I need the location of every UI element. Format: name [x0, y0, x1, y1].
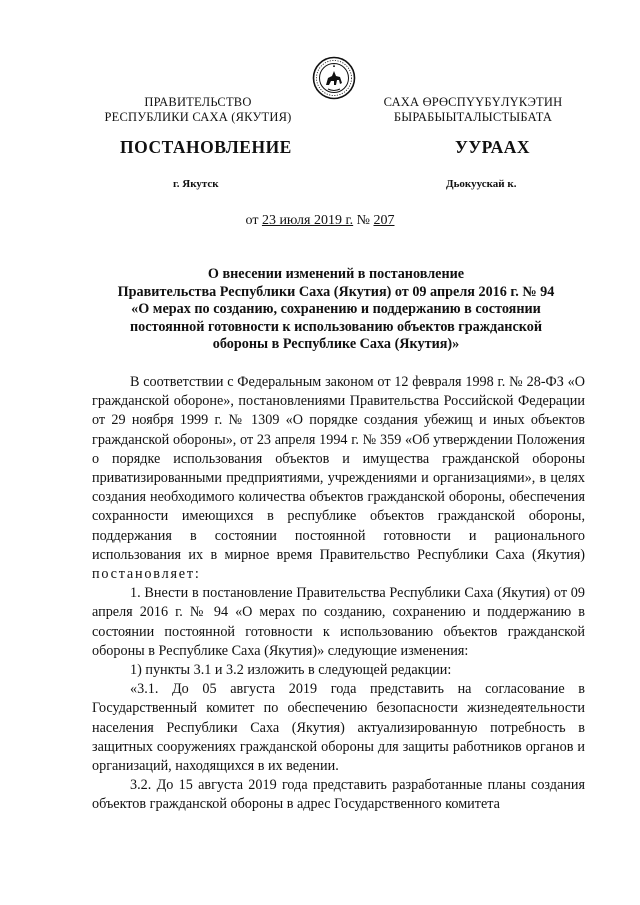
- subitem-1-paragraph: 1) пункты 3.1 и 3.2 изложить в следующей редакции:: [130, 662, 452, 679]
- document-date: 23 июля 2019 г.: [261, 213, 354, 228]
- government-name-ru: [92, 95, 304, 125]
- decree-word: постановляет:: [92, 566, 201, 583]
- title-line-2: Правительства Республики Саха (Якутия) от 09 апреля 2016 г. № 94: [117, 283, 555, 300]
- preamble-text: В соответствии с Федеральным законом от 12 февраля 1998 г. № 28-ФЗ «О гражданской обороне», постановлениями Правительства Российской Федерации от 29 ноября 1999 г. № 1309 «О порядке создания убежищ и иных объектов гражданской обороны», от 23 апреля 1994 г. № 359 «Об утверждении Положения о порядке использования объектов и имущества гражданской обороны приватизированными предприятиями, учреждениями и организациями», в целях создания необходимого количества объектов гражданской обороны, обеспечения сохранности имеющихся в республике объектов гражданской обороны, поддержания в состоянии постоянной готовности и рационального использования их в мирное время Правительство Республики Саха (Якутия): [92, 374, 585, 563]
- government-name-sakha: [360, 95, 586, 125]
- paragraph-3-1: «3.1. До 05 августа 2019 года представить на согласование в Государственный комитет по обеспечению безопасности жизнедеятельности населения Республики Саха (Якутия) актуализированную потребность в защитных сооружениях гражданской обороны для защиты работников органов и организаций, находящихся в их ведении.: [92, 681, 585, 775]
- title-line-4: постоянной готовности к использованию объектов гражданской: [129, 318, 543, 335]
- title-line-5: обороны в Республике Саха (Якутия)»: [212, 336, 460, 352]
- doc-type-sakha: УУРААХ: [455, 137, 531, 157]
- coat-of-arms-icon: [312, 56, 356, 100]
- city-ru: г. Якутск: [173, 178, 219, 190]
- document-body: [92, 373, 585, 815]
- title-line-3: «О мерах по созданию, сохранению и поддержанию в состоянии: [131, 301, 541, 317]
- date-line: [0, 213, 640, 229]
- government-name-ru-line1: ПРАВИТЕЛЬСТВО: [144, 95, 252, 109]
- government-name-sakha-line1: САХА ӨРӨСПҮҮБҮЛҮКЭТИН: [383, 95, 563, 109]
- document-title: [92, 266, 580, 354]
- date-prefix: от: [245, 213, 262, 228]
- title-line-1: О внесении изменений в постановление: [207, 266, 465, 282]
- government-name-sakha-line2: БЫРАБЫЫТАЛЫСТЫБАТА: [393, 110, 553, 124]
- item-1-paragraph: 1. Внести в постановление Правительства Республики Саха (Якутия) от 09 апреля 2016 г. № 94 «О мерах по созданию, сохранению и поддержанию в состоянии постоянной готовности к использованию объектов гражданской обороны в Республике Саха (Якутия)» следующие изменения:: [92, 585, 585, 659]
- number-label: №: [353, 213, 374, 228]
- doc-type-ru: ПОСТАНОВЛЕНИЕ: [120, 137, 292, 157]
- city-sakha: Дьокуускай к.: [446, 178, 517, 190]
- government-name-ru-line2: РЕСПУБЛИКИ САХА (ЯКУТИЯ): [104, 110, 292, 124]
- preamble-paragraph: [92, 373, 585, 584]
- paragraph-3-2: 3.2. До 15 августа 2019 года представить разработанные планы создания объектов гражданской обороны в адрес Государственного комитета: [92, 777, 585, 813]
- document-number: 207: [373, 213, 395, 228]
